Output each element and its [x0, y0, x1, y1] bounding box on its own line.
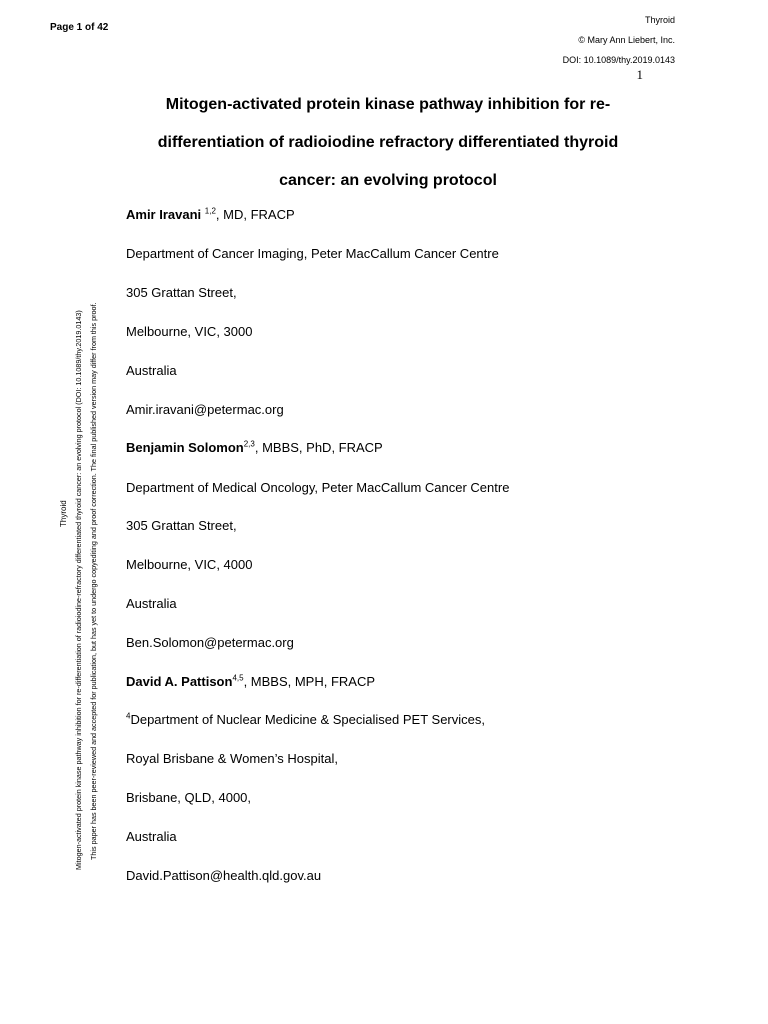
author-country: Australia	[126, 363, 177, 378]
author-email: Ben.Solomon@petermac.org	[126, 635, 294, 650]
affiliation-text: Department of Nuclear Medicine & Specialised PET Services,	[130, 712, 485, 727]
author-superscript: 1,2	[204, 206, 216, 216]
sidebar-proof-note: This paper has been peer-reviewed and accepted for publication, but has yet to undergo copyediting and proof correction. The final published version may differ from this proof.	[89, 302, 98, 860]
author-name: Benjamin Solomon	[126, 440, 244, 455]
paper-title	[120, 86, 656, 200]
author-country: Australia	[126, 596, 177, 611]
doi-label: DOI: 10.1089/thy.2019.0143	[562, 55, 675, 65]
author-credentials: , MBBS, PhD, FRACP	[254, 440, 383, 455]
author-credentials: , MD, FRACP	[215, 207, 295, 222]
author-affiliation: Department of Medical Oncology, Peter MacCallum Cancer Centre	[126, 480, 510, 495]
sidebar-title-note: Mitogen-activated protein kinase pathway inhibition for re-differentiation of radioiodine-refractory differentiated thyroid cancer: an evolving protocol (DOI: 10.1089/thy.2019.0143)	[74, 310, 83, 870]
author-affiliation: Department of Cancer Imaging, Peter MacCallum Cancer Centre	[126, 246, 499, 261]
author-credentials: , MBBS, MPH, FRACP	[243, 674, 376, 689]
author-superscript: 4,5	[232, 673, 244, 683]
author-line	[126, 440, 383, 455]
author-hospital: Royal Brisbane & Women’s Hospital,	[126, 751, 338, 766]
sidebar-journal: Thyroid	[59, 500, 68, 527]
author-name: Amir Iravani	[126, 207, 202, 222]
page-number: 1	[636, 67, 643, 82]
author-city: Melbourne, VIC, 4000	[126, 557, 253, 572]
author-city: Brisbane, QLD, 4000,	[126, 790, 252, 805]
author-affiliation	[126, 712, 485, 727]
title-line: cancer: an evolving protocol	[279, 172, 497, 189]
title-line: Mitogen-activated protein kinase pathway inhibition for re-	[165, 96, 611, 113]
author-name: David A. Pattison	[126, 674, 233, 689]
author-street: 305 Grattan Street,	[126, 285, 237, 300]
author-email: David.Pattison@health.qld.gov.au	[126, 868, 322, 883]
author-email: Amir.iravani@petermac.org	[126, 402, 284, 417]
journal-name: Thyroid	[644, 15, 675, 25]
page-count-label: Page 1 of 42	[50, 22, 109, 33]
author-line	[126, 207, 295, 222]
author-country: Australia	[126, 829, 177, 844]
author-line	[126, 674, 375, 689]
copyright-notice: © Mary Ann Liebert, Inc.	[578, 35, 675, 45]
affiliation-superscript: 4	[126, 711, 131, 721]
title-line: differentiation of radioiodine refractory differentiated thyroid	[157, 134, 619, 151]
author-street: 305 Grattan Street,	[126, 518, 237, 533]
author-city: Melbourne, VIC, 3000	[126, 324, 253, 339]
author-superscript: 2,3	[243, 439, 255, 449]
